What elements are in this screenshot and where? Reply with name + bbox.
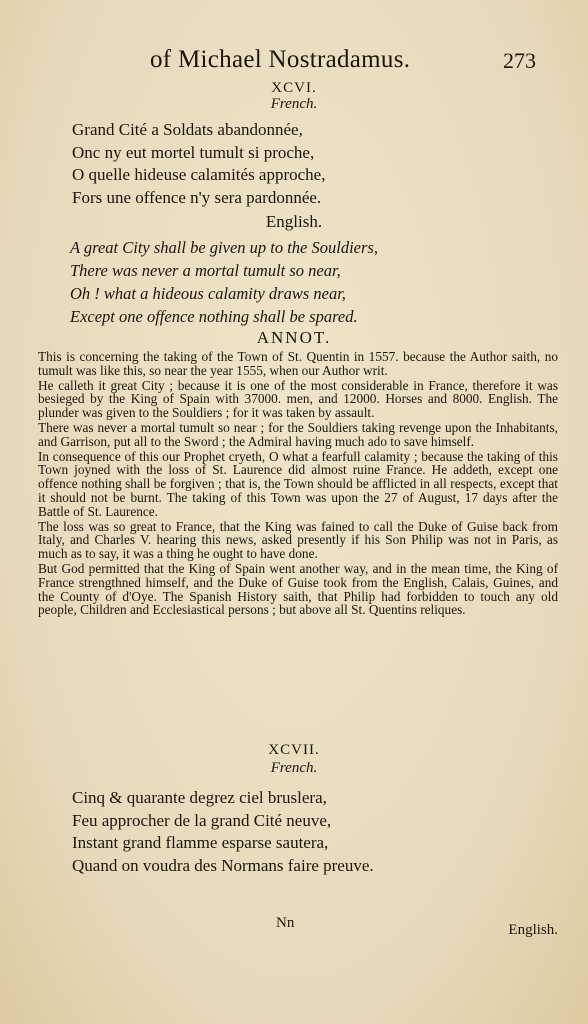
verse-line: Onc ny eut mortel tumult si proche,: [72, 142, 315, 162]
catchword: English.: [508, 922, 558, 938]
verse-line: Fors une offence n'y sera pardonnée.: [72, 187, 322, 207]
quatrain-97-french: [72, 787, 402, 877]
page-number: 273: [503, 48, 536, 73]
verse-line: A great City shall be given up to the Souldiers,: [70, 238, 378, 257]
quatrain-97-french-label: French.: [270, 760, 318, 776]
quatrain-96-french: [72, 119, 402, 209]
annotation-paragraph: But God permitted that the King of Spain went another way, and in the mean time, the King of France strengthned himself, and the Duke of Guise took from the English, Calais, Guines, and the County of d'Oye. The Spanish History saith, that Philip had forbidden to touch any old people, Children and Ecclesiastical persons ; but above all St. Quentins reliques.: [38, 560, 558, 618]
quatrain-97-number: XCVII.: [268, 742, 320, 758]
verse-line: Except one offence nothing shall be spared.: [70, 307, 358, 326]
quatrain-96-number: XCVI.: [271, 80, 317, 96]
verse-line: Oh ! what a hideous calamity draws near,: [70, 284, 346, 303]
quatrain-96-french-label: French.: [270, 96, 318, 112]
verse-line: Instant grand flamme esparse sautera,: [72, 833, 329, 852]
verse-line: Quand on voudra des Normans faire preuve.: [72, 855, 374, 875]
verse-line: Feu approcher de la grand Cité neuve,: [72, 810, 332, 830]
verse-line: Cinq & quarante degrez ciel bruslera,: [72, 788, 327, 807]
annotation-body: [38, 350, 558, 618]
signature-mark: Nn: [276, 915, 295, 931]
annotation-paragraph: He calleth it great City ; because it is one of the most considerable in France, therefore it was besieged by the King of Spain with 37000. men, and 12000. Horses and 8000. English. The plunder was given to the Souldiers ; for it was taken by assault.: [38, 377, 558, 421]
quatrain-96-english-label: English.: [265, 212, 323, 231]
verse-line: Grand Cité a Soldats abandonnée,: [72, 120, 303, 139]
annotation-paragraph: This is concerning the taking of the Town of St. Quentin in 1557. because the Author saith, no tumult was like this, so near the year 1555, when our Author writ.: [38, 349, 558, 378]
quatrain-96-english: [70, 236, 410, 328]
annotation-paragraph: There was never a mortal tumult so near ; for the Souldiers taking revenge upon the Inhabitants, and Garrison, put all to the Sword ; the Admiral having much ado to save himself.: [38, 419, 558, 449]
annotation-paragraph: In consequence of this our Prophet cryeth, O what a fearfull calamity ; because the taking of this Town joyned with the loss of St. Laurence did almost ruine France. He addeth, except one offence nothing shall be forgiven ; that is, the Town should be afflicted in all respects, except that it should not be burnt. The taking of this Town was upon the 27 of August, 17 days after the Battle of St. Laurence.: [38, 448, 558, 519]
verse-line: There was never a mortal tumult so near,: [70, 261, 341, 280]
page-header: [0, 44, 588, 84]
running-head: of Michael Nostradamus.: [150, 46, 411, 73]
annotation-paragraph: The loss was so great to France, that the King was fained to call the Duke of Guise back from Italy, and Charles V. hearing this news, asked presently if his Son Philip was not in Paris, as much as to say, it was a thing he ought to have done.: [38, 518, 558, 562]
verse-line: O quelle hideuse calamités approche,: [72, 165, 326, 184]
annotation-heading: ANNOT.: [256, 328, 332, 347]
